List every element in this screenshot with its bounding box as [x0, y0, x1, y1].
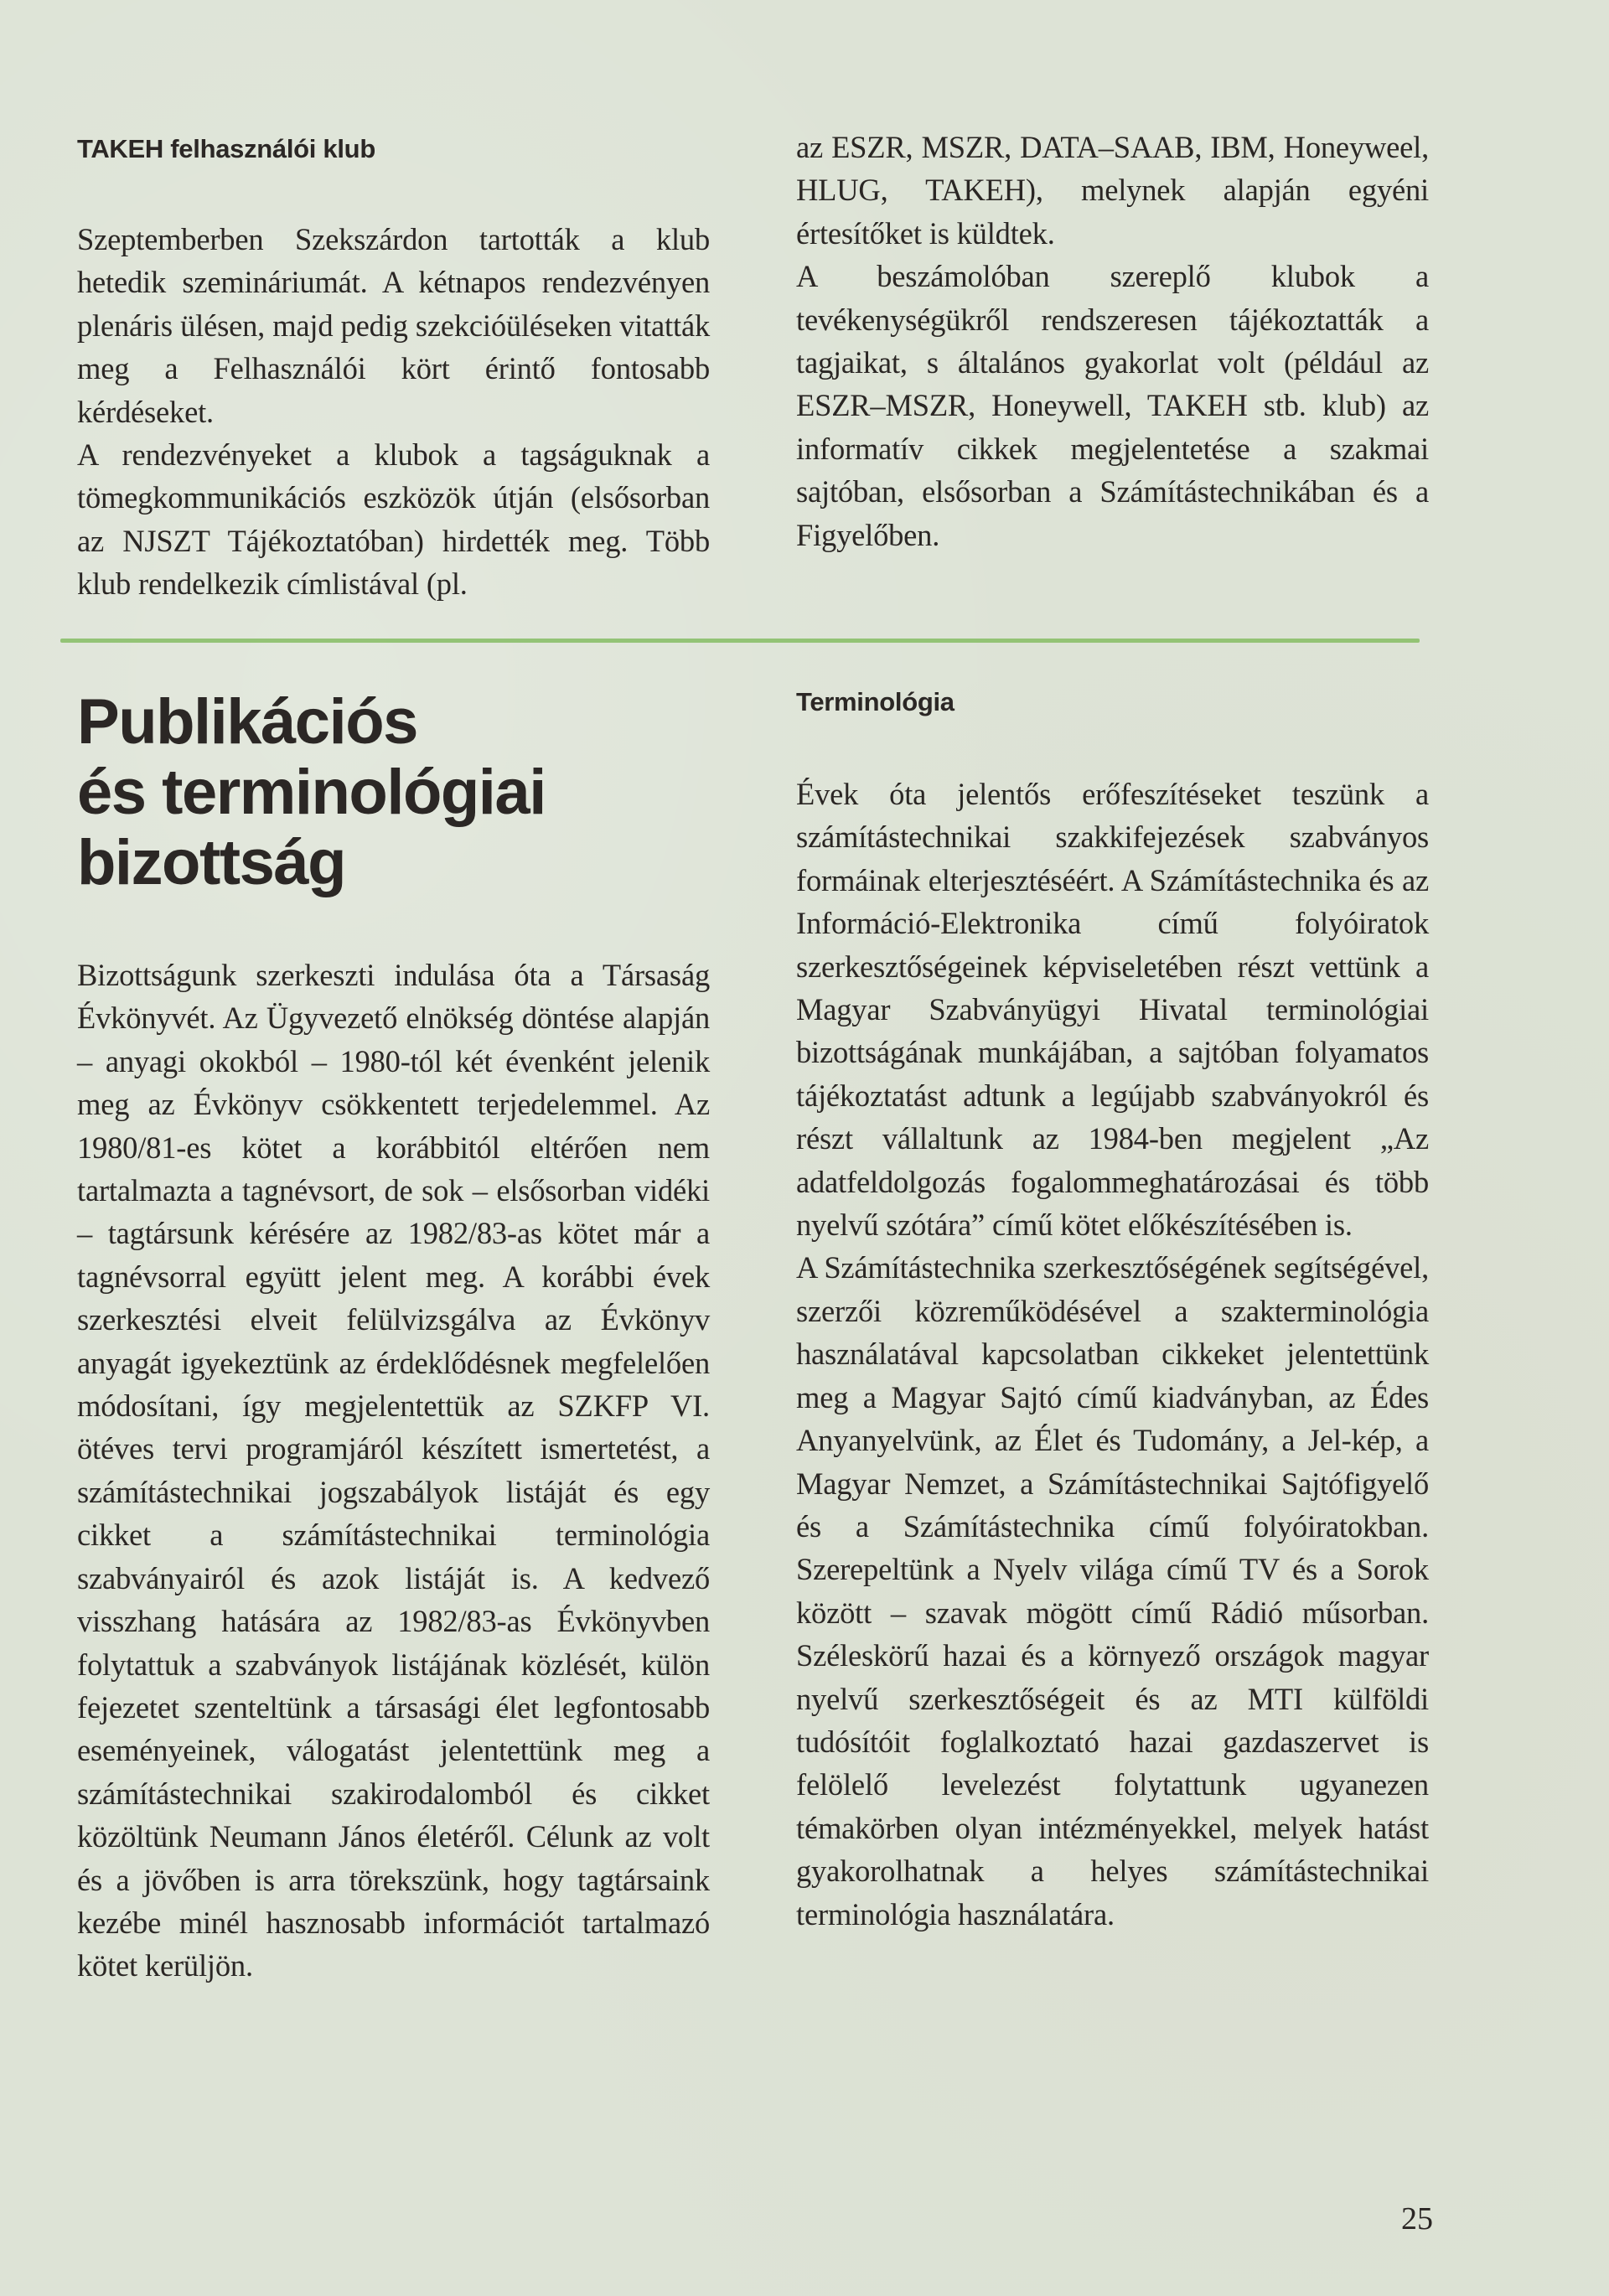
section-divider [60, 639, 1420, 643]
takeh-left-body [77, 218, 710, 606]
section-title-line: és terminológiai [77, 757, 546, 828]
terminology-body [796, 773, 1429, 1936]
paragraph: A rendezvényeket a klubok a tagságuknak a tömegkommunikációs eszközök útján (elsősorban az NJSZT Tájékoztatóban) hirdették meg. Több klub rendelkezik címlistával (pl. [77, 437, 710, 602]
paragraph: Bizottságunk szerkeszti indulása óta a Társaság Évkönyvét. Az Ügyvezető elnökség döntése alapján – anyagi okokból – 1980-tól két évenként jelenik meg az Évkönyv csökkentett terjedelemmel. Az 1980/81-es kötet a korábbitól eltérően nem tartalmazta a tagnévsort, de sok – elsősorban vidéki – tagtársunk kérésére az 1982/83-as kötet már a tagnévsorral együtt jelent meg. A korábbi évek szerkesztési elveit felülvizsgálva az Évkönyv anyagát igyekeztünk az érdeklődésnek megfelelően módosítani, így megjelentettük az SZKFP VI. ötéves tervi programjáról készített ismertetést, a számítástechnikai jogszabályok listáját és egy cikket a számítástechnikai terminológia szabványairól és azok listáját is. A kedvező visszhang hatására az 1982/83-as Évkönyvben folytattuk a szabványok listájának közlését, külön fejezetet szenteltünk a társasági élet legfontosabb eseményeinek, válogatást jelentettünk meg a számítástechnikai szakirodalomból és cikket közöltünk Neumann János életéről. Célunk az volt és a jövőben is arra törekszünk, hogy tagtársaink kezébe minél hasznosabb információt tartalmazó kötet kerüljön. [77, 958, 710, 1983]
paragraph: az ESZR, MSZR, DATA–SAAB, IBM, Honeyweel, HLUG, TAKEH), melynek alapján egyéni értesítőket is küldtek. [796, 130, 1429, 251]
paragraph: Évek óta jelentős erőfeszítéseket teszünk a számítástechnikai szakkifejezések szabványos formáinak elterjesztéséért. A Számítástechnika és az Információ-Elektronika című folyóiratok szerkesztőségeinek képviseletében részt vettünk a Magyar Szabványügyi Hivatal terminológiai bizottságának munkájában, a sajtóban folyamatos tájékoztatást adtunk a legújabb szabványokról és részt vállaltunk az 1984-ben megjelent „Az adatfeldolgozás fogalommeghatározásai és több nyelvű szótára” című kötet előkészítésében is. [796, 777, 1429, 1243]
section-title-line: bizottság [77, 827, 346, 898]
section-title-line: Publikációs [77, 686, 417, 758]
publication-section [77, 687, 710, 1988]
terminology-heading: Terminológia [796, 687, 955, 716]
page-number: 25 [1401, 2201, 1433, 2237]
paragraph: A Számítástechnika szerkesztőségének segítségével, szerzői közreműködésével a szakterminológia használatával kapcsolatban cikkeket jelentettünk meg a Magyar Sajtó című kiadványban, az Édes Anyanyelvünk, az Élet és Tudomány, a Jel-kép, a Magyar Nemzet, a Számítástechnikai Sajtófigyelő és a Számítástechnika című folyóiratokban. Szerepeltünk a Nyelv világa című TV és a Sorok között – szavak mögött című Rádió műsorban. Széleskörű hazai és a környező országok magyar nyelvű szerkesztőségeit és az MTI külföldi tudósítóit foglalkoztató hazai gazdaszervet is felölelő levelezést folytattunk ugyanezen témakörben olyan intézményekkel, melyek hatást gyakorolhatnak a helyes számítástechnikai terminológia használatára. [796, 1250, 1429, 1931]
takeh-right-body [796, 126, 1429, 556]
paragraph: A beszámolóban szereplő klubok a tevékenységükről rendszeresen tájékoztatták a tagjaikat, s általános gyakorlat volt (például az ESZR–MSZR, Honeywell, TAKEH stb. klub) az informatív cikkek megjelentetése a szakmai sajtóban, elsősorban a Számítástechnikában és a Figyelőben. [796, 259, 1429, 552]
terminology-section [796, 685, 1429, 1936]
paragraph: Szeptemberben Szekszárdon tartották a klub hetedik szemináriumát. A kétnapos rendezvényen plenáris ülésen, majd pedig szekcióüléseken vitatták meg a Felhasználói kört érintő fontosabb kérdéseket. [77, 222, 710, 429]
section-title [77, 687, 710, 898]
takeh-heading: TAKEH felhasználói klub [77, 134, 375, 163]
takeh-section-left-column [77, 132, 710, 606]
publication-body [77, 954, 710, 1988]
takeh-section-right-column [796, 126, 1429, 556]
